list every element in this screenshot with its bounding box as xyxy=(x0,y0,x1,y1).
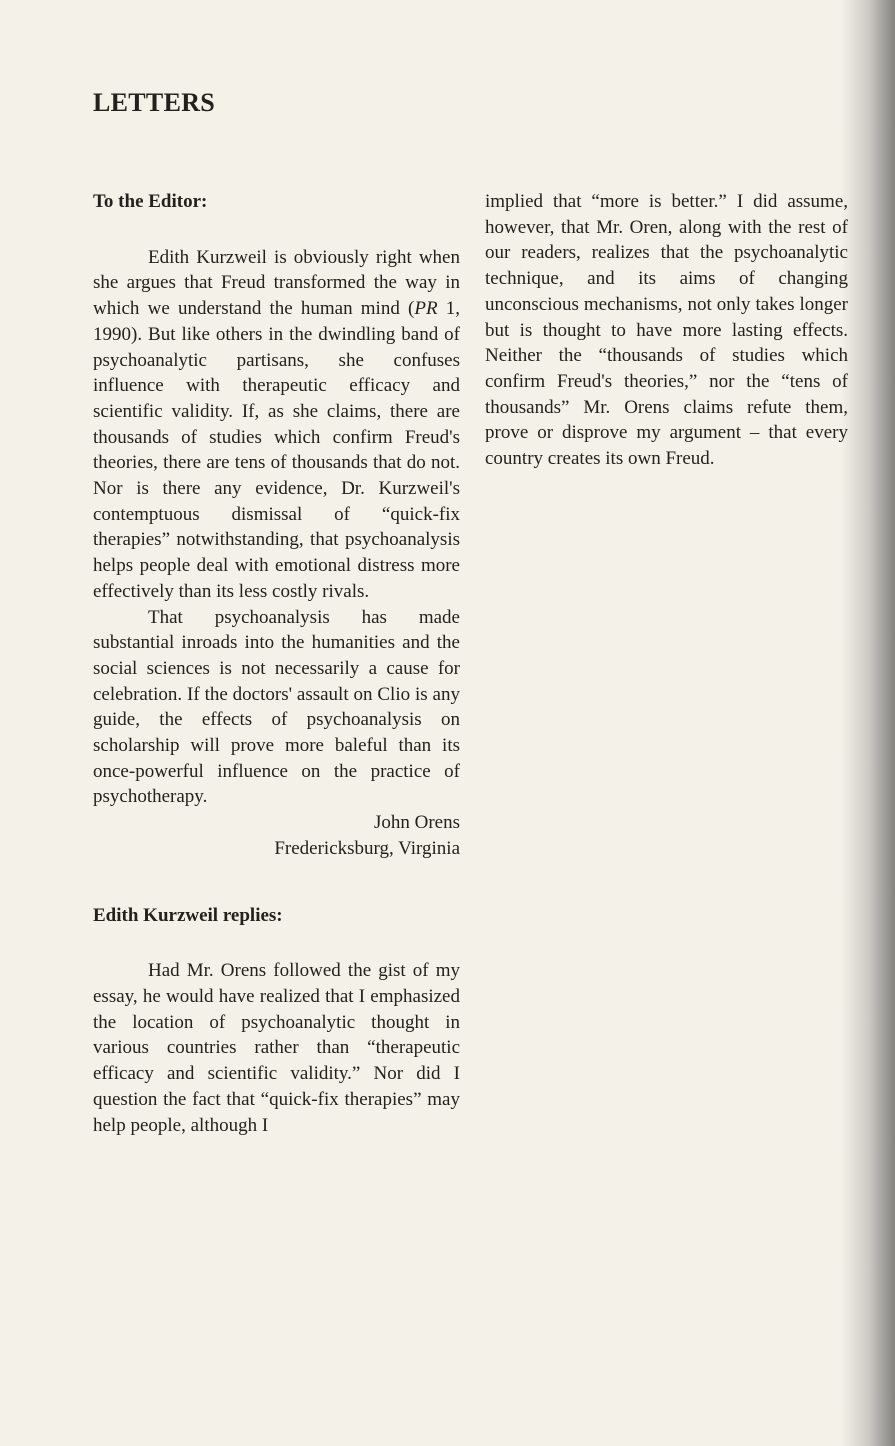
letter-paragraph-2: That psychoanalysis has made substantial inroads into the humanities and the social sciences is not necessarily a cause for celebration. If the doctors' assault on Clio is any guide, the effects of psychoanalysis on scholarship will prove more baleful than its once-powerful influence on the practice of psychotherapy. xyxy=(93,606,460,808)
signature-place: Fredericksburg, Virginia xyxy=(274,837,460,859)
letter-p1-text-a: Edith Kurzweil is obviously right when she argues that Freud transformed the way in which we understand the human mind ( xyxy=(93,246,460,320)
signature-name: John Orens xyxy=(373,812,460,834)
reply-paragraph-right: implied that “more is better.” I did assume, however, that Mr. Oren, along with the rest of our readers, realizes that the psychoanalytic technique, and its aims of changing unconscious mechanisms, not only takes longer but is thought to have more lasting effects. Neither the “thousands of studies which confirm Freud's theories,” nor the “tens of thousands” Mr. Orens claims refute them, prove or disprove my argument – that every country creates its own Freud. xyxy=(485,191,848,470)
left-column xyxy=(93,189,460,1138)
letter-paragraph-1 xyxy=(93,245,460,605)
letter-salutation: To the Editor: xyxy=(93,191,208,212)
right-column xyxy=(485,189,848,472)
reply-heading: Edith Kurzweil replies: xyxy=(93,904,283,926)
section-heading: LETTERS xyxy=(93,88,216,117)
letter-p1-citation: PR xyxy=(414,298,438,320)
letter-p1-text-b: 1, 1990). But like others in the dwindling band of psychoanalytic partisans, she confuses influence with therapeutic efficacy and scientific validity. If, as she claims, there are thousands of studies which confirm Freud's theories, there are tens of thousands that do not. Nor is there any evidence, Dr. Kurzweil's contemptuous dismissal of “quick-fix therapies” notwithstanding, that psychoanalysis helps people deal with emotional distress more effectively than its less costly rivals. xyxy=(93,298,461,602)
reply-paragraph-left: Had Mr. Orens followed the gist of my essay, he would have realized that I emphasized the location of psychoanalytic thought in various countries rather than “therapeutic efficacy and scientific validity.” Nor did I question the fact that “quick-fix therapies” may help people, although I xyxy=(93,960,460,1136)
